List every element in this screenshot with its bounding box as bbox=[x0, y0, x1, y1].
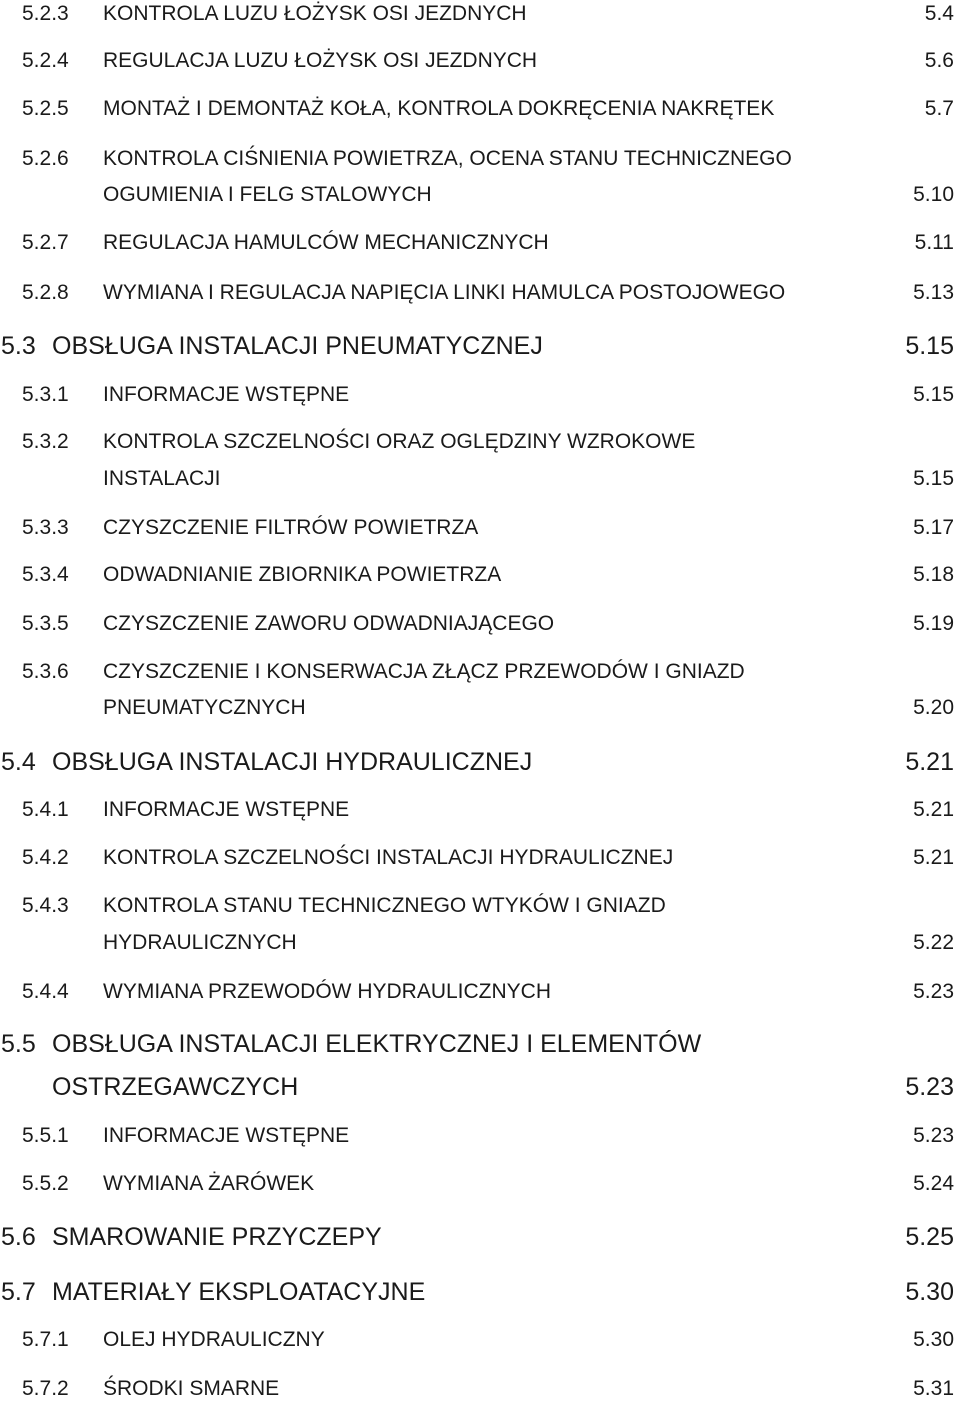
toc-entry-page: 5.31 bbox=[913, 1377, 954, 1400]
toc-entry-title: ODWADNIANIE ZBIORNIKA POWIETRZA bbox=[103, 563, 502, 586]
toc-entry-title: KONTROLA CIŚNIENIA POWIETRZA, OCENA STANU TECHNICZNEGO bbox=[103, 147, 792, 170]
toc-entry-page: 5.15 bbox=[905, 332, 954, 360]
toc-entry-page: 5.21 bbox=[913, 798, 954, 821]
toc-entry-number: 5.3.1 bbox=[22, 383, 69, 406]
toc-entry-number: 5.2.4 bbox=[22, 49, 69, 72]
toc-entry-line bbox=[0, 979, 960, 1005]
toc-entry-line bbox=[0, 1327, 960, 1353]
toc-entry-page: 5.4 bbox=[924, 2, 954, 25]
toc-entry-line bbox=[0, 1072, 960, 1102]
toc-entry-page: 5.15 bbox=[913, 467, 954, 490]
toc-entry-page: 5.23 bbox=[905, 1073, 954, 1101]
toc-entry-number: 5.3.4 bbox=[22, 563, 69, 586]
toc-entry-number: 5.3 bbox=[1, 332, 36, 360]
toc-entry-title: CZYSZCZENIE I KONSERWACJA ZŁĄCZ PRZEWODÓW I GNIAZD bbox=[103, 660, 745, 683]
toc-entry-line bbox=[0, 1222, 960, 1252]
toc-entry-page: 5.7 bbox=[924, 97, 954, 120]
toc-entry-line bbox=[0, 331, 960, 361]
toc-entry-line bbox=[0, 280, 960, 306]
toc-entry-number: 5.3.2 bbox=[22, 430, 69, 453]
toc-entry-line bbox=[0, 382, 960, 408]
toc-entry-title: WYMIANA PRZEWODÓW HYDRAULICZNYCH bbox=[103, 980, 552, 1003]
toc-entry-page: 5.19 bbox=[913, 612, 954, 635]
toc-entry-number: 5.6 bbox=[1, 1223, 36, 1251]
toc-entry-page: 5.13 bbox=[913, 281, 954, 304]
toc-entry-line bbox=[0, 1171, 960, 1197]
toc-entry-line bbox=[0, 893, 960, 919]
toc-entry-title: SMAROWANIE PRZYCZEPY bbox=[52, 1223, 382, 1251]
toc-entry-page: 5.21 bbox=[913, 846, 954, 869]
toc-entry-page: 5.17 bbox=[913, 516, 954, 539]
toc-entry-title: KONTROLA LUZU ŁOŻYSK OSI JEZDNYCH bbox=[103, 2, 527, 25]
toc-entry-line bbox=[0, 1376, 960, 1402]
toc-entry-number: 5.4.1 bbox=[22, 798, 69, 821]
toc-entry-line bbox=[0, 429, 960, 455]
toc-entry-number: 5.5.2 bbox=[22, 1172, 69, 1195]
toc-entry-number: 5.4.3 bbox=[22, 894, 69, 917]
toc-entry-page: 5.11 bbox=[914, 231, 954, 254]
toc-entry-number: 5.5.1 bbox=[22, 1124, 69, 1147]
toc-entry-line bbox=[0, 146, 960, 172]
toc-entry-title: REGULACJA LUZU ŁOŻYSK OSI JEZDNYCH bbox=[103, 49, 538, 72]
toc-entry-line bbox=[0, 797, 960, 823]
toc-entry-line bbox=[0, 182, 960, 208]
toc-entry-number: 5.4.4 bbox=[22, 980, 69, 1003]
toc-entry-number: 5.2.5 bbox=[22, 97, 69, 120]
toc-entry-page: 5.23 bbox=[913, 1124, 954, 1147]
toc-entry-title: INFORMACJE WSTĘPNE bbox=[103, 1124, 350, 1147]
toc-entry-line bbox=[0, 695, 960, 721]
toc-entry-line bbox=[0, 562, 960, 588]
toc-entry-number: 5.2.6 bbox=[22, 147, 69, 170]
toc-entry-page: 5.20 bbox=[913, 696, 954, 719]
toc-entry-page: 5.25 bbox=[905, 1223, 954, 1251]
toc-entry-page: 5.18 bbox=[913, 563, 954, 586]
toc-entry-title: OLEJ HYDRAULICZNY bbox=[103, 1328, 325, 1351]
toc-entry-number: 5.4 bbox=[1, 748, 36, 776]
toc-entry-title: OBSŁUGA INSTALACJI PNEUMATYCZNEJ bbox=[52, 332, 543, 360]
toc-entry-number: 5.2.3 bbox=[22, 2, 69, 25]
toc-entry-page: 5.30 bbox=[913, 1328, 954, 1351]
toc-entry-title: OBSŁUGA INSTALACJI HYDRAULICZNEJ bbox=[52, 748, 533, 776]
toc-entry-title: ŚRODKI SMARNE bbox=[103, 1377, 280, 1400]
toc-entry-title: WYMIANA ŻARÓWEK bbox=[103, 1172, 315, 1195]
toc-entry-title: KONTROLA SZCZELNOŚCI INSTALACJI HYDRAULICZNEJ bbox=[103, 846, 674, 869]
toc-entry-page: 5.15 bbox=[913, 383, 954, 406]
toc-entry-title: INFORMACJE WSTĘPNE bbox=[103, 383, 350, 406]
toc-entry-title: OSTRZEGAWCZYCH bbox=[52, 1073, 299, 1101]
toc-entry-page: 5.22 bbox=[913, 931, 954, 954]
toc-entry-page: 5.6 bbox=[924, 49, 954, 72]
toc-entry-title: WYMIANA I REGULACJA NAPIĘCIA LINKI HAMULCA POSTOJOWEGO bbox=[103, 281, 786, 304]
toc-entry-title: MATERIAŁY EKSPLOATACYJNE bbox=[52, 1278, 426, 1306]
toc-entry-line bbox=[0, 1029, 960, 1059]
toc-entry-title: HYDRAULICZNYCH bbox=[103, 931, 297, 954]
toc-entry-number: 5.7.1 bbox=[22, 1328, 69, 1351]
toc-entry-line bbox=[0, 611, 960, 637]
toc-entry-title: INFORMACJE WSTĘPNE bbox=[103, 798, 350, 821]
toc-entry-number: 5.2.8 bbox=[22, 281, 69, 304]
toc-entry-title: OBSŁUGA INSTALACJI ELEKTRYCZNEJ I ELEMENTÓW bbox=[52, 1030, 702, 1058]
toc-entry-title: KONTROLA SZCZELNOŚCI ORAZ OGLĘDZINY WZROKOWE bbox=[103, 430, 696, 453]
toc-entry-line bbox=[0, 48, 960, 74]
toc-entry-number: 5.3.5 bbox=[22, 612, 69, 635]
toc-entry-line bbox=[0, 96, 960, 122]
toc-entry-page: 5.24 bbox=[913, 1172, 954, 1195]
toc-entry-number: 5.5 bbox=[1, 1030, 36, 1058]
toc-entry-number: 5.7 bbox=[1, 1278, 36, 1306]
toc-entry-number: 5.4.2 bbox=[22, 846, 69, 869]
toc-entry-number: 5.3.6 bbox=[22, 660, 69, 683]
toc-entry-title: KONTROLA STANU TECHNICZNEGO WTYKÓW I GNIAZD bbox=[103, 894, 666, 917]
toc-entry-line bbox=[0, 1277, 960, 1307]
toc-entry-line bbox=[0, 1, 960, 27]
toc-entry-title: MONTAŻ I DEMONTAŻ KOŁA, KONTROLA DOKRĘCENIA NAKRĘTEK bbox=[103, 97, 775, 120]
toc-entry-number: 5.3.3 bbox=[22, 516, 69, 539]
toc-entry-page: 5.10 bbox=[913, 183, 954, 206]
toc-entry-title: INSTALACJI bbox=[103, 467, 221, 490]
toc-entry-title: OGUMIENIA I FELG STALOWYCH bbox=[103, 183, 432, 206]
toc-entry-line bbox=[0, 466, 960, 492]
toc-entry-line bbox=[0, 845, 960, 871]
toc-entry-number: 5.2.7 bbox=[22, 231, 69, 254]
toc-entry-line bbox=[0, 930, 960, 956]
toc-entry-line bbox=[0, 1123, 960, 1149]
toc-entry-number: 5.7.2 bbox=[22, 1377, 69, 1400]
toc-entry-page: 5.23 bbox=[913, 980, 954, 1003]
toc-entry-page: 5.21 bbox=[905, 748, 954, 776]
toc-entry-line bbox=[0, 659, 960, 685]
toc-entry-page: 5.30 bbox=[905, 1278, 954, 1306]
toc-entry-title: REGULACJA HAMULCÓW MECHANICZNYCH bbox=[103, 231, 549, 254]
toc-entry-line bbox=[0, 515, 960, 541]
toc-entry-line bbox=[0, 230, 960, 256]
toc-entry-line bbox=[0, 747, 960, 777]
toc-entry-title: CZYSZCZENIE ZAWORU ODWADNIAJĄCEGO bbox=[103, 612, 555, 635]
toc-entry-title: CZYSZCZENIE FILTRÓW POWIETRZA bbox=[103, 516, 479, 539]
toc-entry-title: PNEUMATYCZNYCH bbox=[103, 696, 306, 719]
